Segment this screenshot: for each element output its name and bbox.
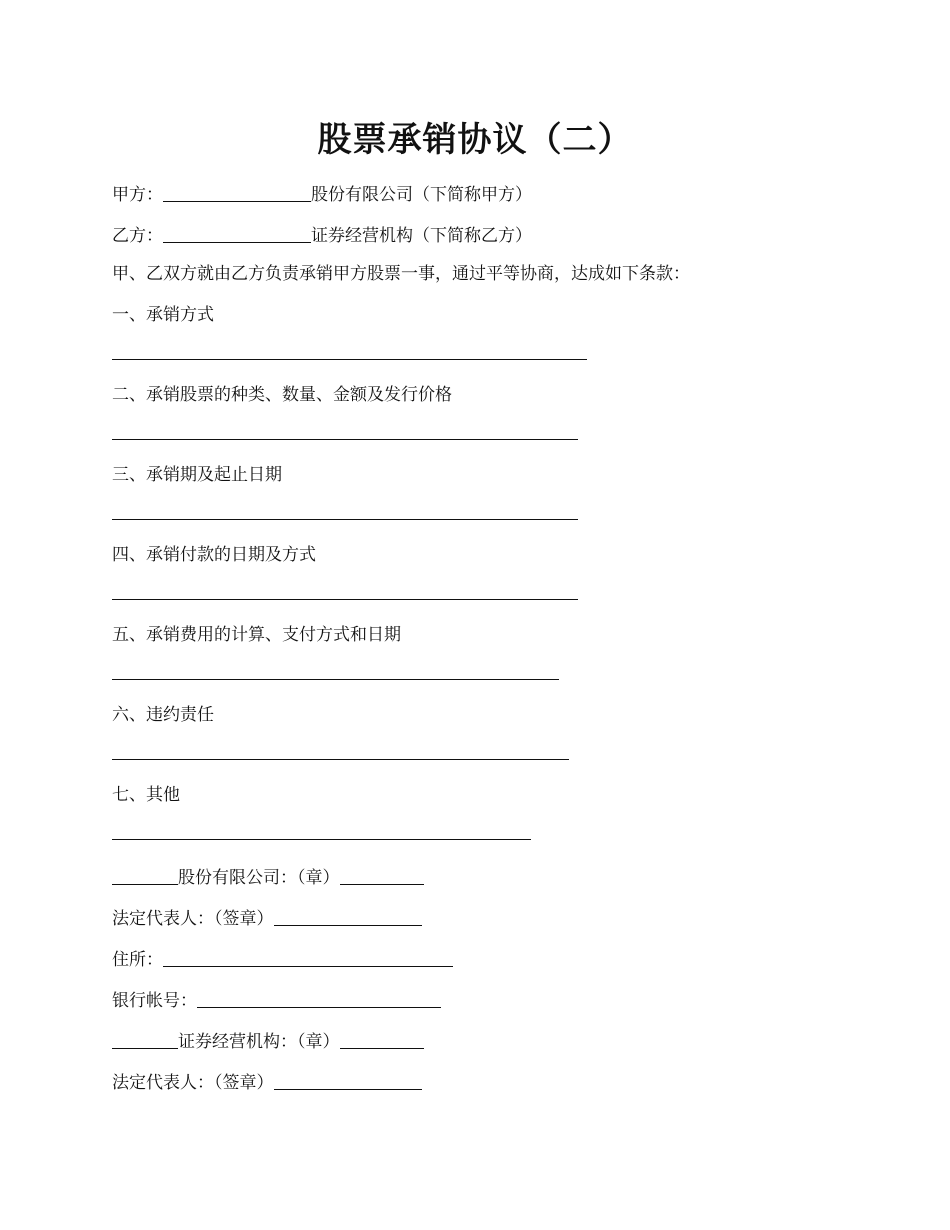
clause-5-blank-line[interactable] [112, 679, 559, 680]
securities-firm-label: 证券经营机构：（章） [178, 1032, 340, 1052]
securities-firm-line [112, 1027, 424, 1054]
clause-7-heading: 七、其他 [112, 785, 180, 805]
party-a-suffix: 股份有限公司（下简称甲方） [311, 185, 532, 205]
clause-2-blank-line[interactable] [112, 439, 578, 440]
clause-3-heading: 三、承销期及起止日期 [112, 465, 282, 485]
clause-5-heading: 五、承销费用的计算、支付方式和日期 [112, 625, 401, 645]
address-blank[interactable] [163, 947, 453, 967]
securities-firm-name-blank[interactable] [112, 1029, 178, 1049]
company-seal-line [112, 863, 424, 890]
legal-rep-a-line [112, 904, 422, 931]
intro-text: 甲、乙双方就由乙方负责承销甲方股票一事，通过平等协商，达成如下条款： [112, 264, 690, 284]
clause-7-blank-line[interactable] [112, 839, 531, 840]
clause-4-blank-line[interactable] [112, 599, 578, 600]
legal-rep-b-label: 法定代表人：（签章） [112, 1073, 274, 1093]
address-label: 住所： [112, 950, 163, 970]
company-seal-blank[interactable] [340, 865, 424, 885]
clause-6-heading: 六、违约责任 [112, 705, 214, 725]
company-name-blank[interactable] [112, 865, 178, 885]
clause-2-heading: 二、承销股票的种类、数量、金额及发行价格 [112, 385, 452, 405]
party-a-line [112, 180, 532, 207]
clause-6-blank-line[interactable] [112, 759, 569, 760]
bank-account-line [112, 986, 441, 1013]
company-seal-label: 股份有限公司：（章） [178, 868, 340, 888]
party-b-label: 乙方： [112, 226, 163, 246]
document-title: 股票承销协议（二） [317, 120, 633, 160]
legal-rep-a-blank[interactable] [274, 906, 422, 926]
party-a-blank[interactable] [163, 182, 311, 202]
legal-rep-a-label: 法定代表人：（签章） [112, 909, 274, 929]
party-b-blank[interactable] [163, 223, 311, 243]
clause-4-heading: 四、承销付款的日期及方式 [112, 545, 316, 565]
party-a-label: 甲方： [112, 185, 163, 205]
address-line [112, 945, 453, 972]
clause-3-blank-line[interactable] [112, 519, 578, 520]
party-b-line [112, 221, 532, 248]
clause-1-blank-line[interactable] [112, 359, 587, 360]
party-b-suffix: 证券经营机构（下简称乙方） [311, 226, 532, 246]
bank-account-label: 银行帐号： [112, 991, 197, 1011]
securities-firm-seal-blank[interactable] [340, 1029, 424, 1049]
legal-rep-b-blank[interactable] [274, 1070, 422, 1090]
legal-rep-b-line [112, 1068, 422, 1095]
clause-1-heading: 一、承销方式 [112, 305, 214, 325]
bank-account-blank[interactable] [197, 988, 441, 1008]
